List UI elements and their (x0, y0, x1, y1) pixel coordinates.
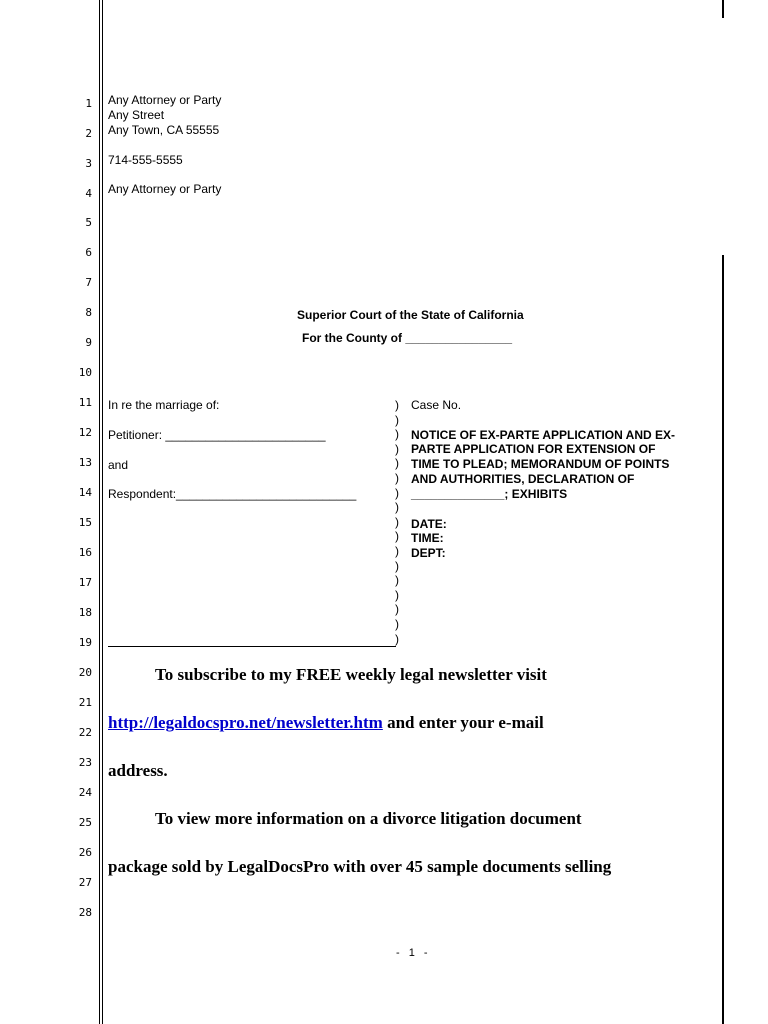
line-number: 11 (78, 396, 92, 409)
document-title-line-2: PARTE APPLICATION FOR EXTENSION OF (411, 442, 656, 456)
line-number: 17 (78, 576, 92, 589)
line-number: 24 (78, 786, 92, 799)
line-number: 20 (78, 666, 92, 679)
body-paragraph-1-line-2 (108, 713, 544, 733)
caption-parenthesis: ) (395, 544, 399, 558)
right-margin-rule-lower (722, 255, 724, 1024)
line-number: 1 (85, 97, 92, 110)
line-number: 15 (78, 516, 92, 529)
left-margin-rule-inner (102, 0, 103, 1024)
caption-bottom-rule (108, 646, 396, 647)
right-margin-rule (722, 0, 724, 18)
line-number: 18 (78, 606, 92, 619)
line-number: 10 (78, 366, 92, 379)
document-title-line-3: TIME TO PLEAD; MEMORANDUM OF POINTS (411, 457, 670, 471)
line-number: 2 (85, 127, 92, 140)
caption-parenthesis: ) (395, 500, 399, 515)
line-number: 23 (78, 756, 92, 769)
line-number: 21 (78, 696, 92, 709)
caption-respondent: Respondent:___________________________ (108, 487, 357, 501)
caption-parenthesis: ) (395, 558, 399, 573)
line-number: 9 (85, 336, 92, 349)
line-number: 3 (85, 157, 92, 170)
attorney-for: Any Attorney or Party (108, 182, 222, 196)
line-number: 25 (78, 816, 92, 829)
caption-and: and (108, 458, 129, 472)
document-title-line-4: AND AUTHORITIES, DECLARATION OF (411, 472, 635, 486)
left-margin-rule-outer (99, 0, 100, 1024)
caption-parenthesis: ) (395, 602, 399, 617)
line-number: 13 (78, 456, 92, 469)
court-title: Superior Court of the State of California (297, 308, 524, 322)
caption-parenthesis: ) (395, 456, 399, 471)
court-county: For the County of ________________ (302, 331, 513, 345)
line-number: 26 (78, 846, 92, 859)
line-number: 22 (78, 726, 92, 739)
attorney-street: Any Street (108, 108, 165, 122)
line-number: 8 (85, 306, 92, 319)
document-title-line-1: NOTICE OF EX-PARTE APPLICATION AND EX- (411, 428, 676, 442)
hearing-time-label: TIME: (411, 531, 444, 545)
caption-parenthesis: ) (395, 471, 399, 485)
line-number: 28 (78, 906, 92, 919)
caption-parenthesis: ) (395, 587, 399, 602)
caption-parenthesis: ) (395, 514, 399, 529)
caption-parenthesis: ) (395, 617, 399, 631)
body-paragraph-1-line-3: address. (108, 761, 168, 780)
caption-parenthesis: ) (395, 427, 399, 442)
caption-parenthesis: ) (395, 631, 399, 646)
body-paragraph-1-line-1: To subscribe to my FREE weekly legal newsletter visit (155, 665, 547, 684)
body-paragraph-2-line-1: To view more information on a divorce litigation document (155, 809, 582, 828)
line-number: 19 (78, 636, 92, 649)
hearing-date-label: DATE: (411, 517, 447, 531)
caption-parenthesis: ) (395, 398, 399, 412)
line-number: 4 (85, 187, 92, 200)
line-number: 12 (78, 426, 92, 439)
line-number: 14 (78, 486, 92, 499)
document-title-line-5: ______________; EXHIBITS (411, 487, 568, 501)
caption-parenthesis: ) (395, 529, 399, 544)
line-number: 27 (78, 876, 92, 889)
attorney-city: Any Town, CA 55555 (108, 123, 220, 137)
line-number: 7 (85, 276, 92, 289)
line-number: 5 (85, 216, 92, 229)
hearing-dept-label: DEPT: (411, 546, 446, 560)
attorney-name: Any Attorney or Party (108, 93, 222, 107)
caption-petitioner: Petitioner: ________________________ (108, 428, 326, 442)
body-paragraph-1-line-2-text: and enter your e-mail (382, 713, 544, 732)
caption-in-re: In re the marriage of: (108, 398, 220, 412)
line-number: 6 (85, 246, 92, 259)
caption-parenthesis: ) (395, 485, 399, 500)
page-number: - 1 - (396, 947, 431, 959)
case-number-label: Case No. (411, 398, 462, 412)
newsletter-link[interactable]: http://legaldocspro.net/newsletter.htm (108, 713, 383, 732)
attorney-phone: 714-555-5555 (108, 153, 183, 167)
caption-parenthesis: ) (395, 573, 399, 588)
caption-parenthesis: ) (395, 412, 399, 427)
body-paragraph-2-line-2: package sold by LegalDocsPro with over 45 sample documents selling (108, 857, 612, 876)
caption-parenthesis: ) (395, 441, 399, 456)
line-number: 16 (78, 546, 92, 559)
